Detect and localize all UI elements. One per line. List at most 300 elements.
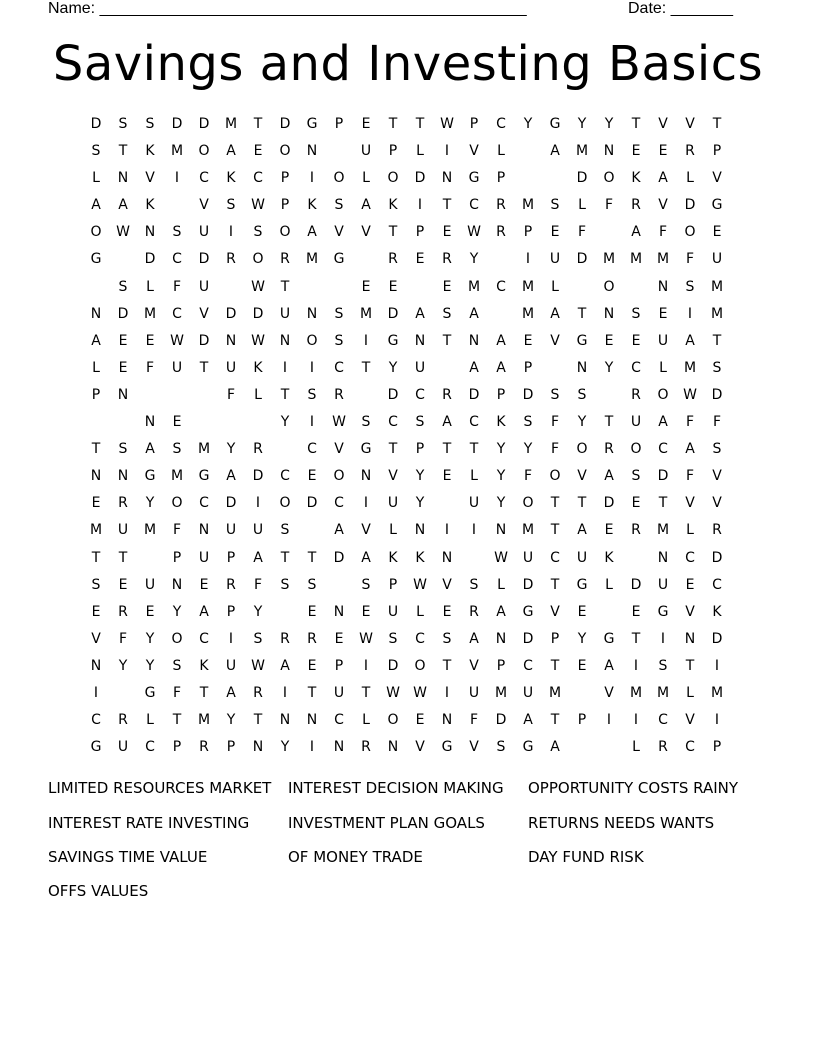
grid-letter[interactable]: A: [496, 603, 506, 620]
grid-letter[interactable]: O: [252, 251, 264, 268]
grid-letter[interactable]: R: [118, 712, 128, 729]
grid-letter[interactable]: F: [118, 630, 128, 647]
grid-letter[interactable]: T: [361, 684, 371, 701]
grid-letter[interactable]: N: [657, 278, 669, 295]
grid-letter[interactable]: S: [334, 332, 344, 349]
grid-letter[interactable]: A: [226, 468, 236, 485]
grid-letter[interactable]: S: [91, 143, 101, 160]
grid-letter[interactable]: A: [577, 522, 587, 539]
grid-letter[interactable]: A: [280, 657, 290, 674]
grid-letter[interactable]: V: [199, 197, 209, 214]
grid-letter[interactable]: F: [577, 224, 587, 241]
grid-letter[interactable]: P: [523, 224, 533, 241]
grid-letter[interactable]: T: [658, 495, 668, 512]
grid-letter[interactable]: U: [198, 224, 210, 241]
grid-letter[interactable]: C: [334, 495, 344, 512]
grid-letter[interactable]: F: [226, 386, 236, 403]
grid-letter[interactable]: D: [468, 386, 480, 403]
grid-letter[interactable]: M: [629, 251, 643, 268]
grid-letter[interactable]: L: [362, 712, 370, 729]
grid-letter[interactable]: D: [171, 116, 183, 132]
grid-letter[interactable]: G: [144, 468, 156, 485]
grid-letter[interactable]: V: [361, 522, 371, 539]
grid-letter[interactable]: M: [710, 305, 724, 322]
grid-letter[interactable]: U: [333, 684, 345, 701]
grid-letter[interactable]: D: [225, 305, 237, 322]
grid-letter[interactable]: K: [388, 549, 398, 566]
grid-letter[interactable]: K: [604, 549, 614, 566]
grid-letter[interactable]: I: [309, 359, 315, 376]
grid-letter[interactable]: M: [710, 684, 724, 701]
grid-letter[interactable]: I: [687, 305, 693, 322]
grid-letter[interactable]: E: [361, 603, 371, 620]
grid-letter[interactable]: A: [496, 332, 506, 349]
grid-letter[interactable]: D: [522, 576, 534, 593]
grid-letter[interactable]: P: [415, 441, 425, 458]
grid-letter[interactable]: A: [550, 143, 560, 160]
grid-letter[interactable]: M: [89, 522, 103, 539]
grid-letter[interactable]: V: [550, 332, 560, 349]
grid-letter[interactable]: G: [657, 603, 669, 620]
grid-letter[interactable]: M: [305, 251, 319, 268]
grid-letter[interactable]: D: [522, 630, 534, 647]
grid-letter[interactable]: D: [198, 332, 210, 349]
grid-letter[interactable]: C: [91, 712, 101, 729]
grid-letter[interactable]: E: [442, 224, 452, 241]
grid-letter[interactable]: V: [388, 468, 398, 485]
grid-letter[interactable]: G: [603, 630, 615, 647]
grid-letter[interactable]: E: [712, 224, 722, 241]
grid-letter[interactable]: D: [657, 468, 669, 485]
grid-letter[interactable]: W: [683, 386, 697, 403]
grid-letter[interactable]: N: [495, 522, 507, 539]
grid-letter[interactable]: V: [550, 603, 560, 620]
grid-letter[interactable]: I: [444, 684, 450, 701]
grid-letter[interactable]: A: [469, 359, 479, 376]
grid-letter[interactable]: S: [577, 386, 587, 403]
grid-letter[interactable]: E: [307, 468, 317, 485]
grid-letter[interactable]: D: [414, 170, 426, 187]
grid-letter[interactable]: C: [496, 116, 506, 132]
grid-letter[interactable]: E: [631, 332, 641, 349]
grid-letter[interactable]: R: [631, 197, 641, 214]
grid-letter[interactable]: U: [522, 549, 534, 566]
grid-letter[interactable]: V: [91, 630, 101, 647]
grid-letter[interactable]: P: [334, 116, 344, 132]
grid-letter[interactable]: R: [388, 251, 398, 268]
grid-letter[interactable]: F: [523, 468, 533, 485]
grid-letter[interactable]: S: [442, 630, 452, 647]
grid-letter[interactable]: R: [226, 251, 236, 268]
grid-letter[interactable]: O: [603, 278, 615, 295]
grid-letter[interactable]: I: [174, 170, 180, 187]
grid-letter[interactable]: U: [198, 278, 210, 295]
grid-letter[interactable]: Y: [280, 739, 290, 756]
grid-letter[interactable]: E: [307, 603, 317, 620]
grid-letter[interactable]: N: [198, 522, 210, 539]
grid-letter[interactable]: I: [363, 332, 369, 349]
grid-letter[interactable]: O: [279, 224, 291, 241]
grid-letter[interactable]: L: [146, 278, 154, 295]
grid-letter[interactable]: Y: [415, 495, 425, 512]
grid-letter[interactable]: I: [606, 712, 612, 729]
grid-letter[interactable]: U: [252, 522, 264, 539]
grid-letter[interactable]: E: [91, 495, 101, 512]
grid-letter[interactable]: K: [145, 197, 155, 214]
grid-letter[interactable]: S: [631, 305, 641, 322]
grid-letter[interactable]: N: [441, 712, 453, 729]
grid-letter[interactable]: P: [226, 549, 236, 566]
grid-letter[interactable]: A: [469, 305, 479, 322]
grid-letter[interactable]: G: [549, 116, 561, 132]
grid-letter[interactable]: U: [387, 495, 399, 512]
grid-letter[interactable]: G: [468, 170, 480, 187]
grid-letter[interactable]: F: [172, 522, 182, 539]
grid-letter[interactable]: L: [686, 522, 694, 539]
grid-letter[interactable]: S: [658, 657, 668, 674]
grid-letter[interactable]: O: [684, 224, 696, 241]
grid-letter[interactable]: A: [604, 657, 614, 674]
grid-letter[interactable]: K: [415, 549, 425, 566]
grid-letter[interactable]: R: [307, 630, 317, 647]
grid-letter[interactable]: M: [224, 116, 238, 132]
grid-letter[interactable]: L: [497, 143, 505, 160]
grid-letter[interactable]: P: [280, 170, 290, 187]
grid-letter[interactable]: S: [550, 386, 560, 403]
grid-letter[interactable]: M: [629, 684, 643, 701]
grid-letter[interactable]: U: [279, 305, 291, 322]
grid-letter[interactable]: S: [442, 305, 452, 322]
grid-letter[interactable]: K: [145, 143, 155, 160]
grid-letter[interactable]: C: [388, 414, 398, 431]
grid-letter[interactable]: N: [441, 170, 453, 187]
grid-letter[interactable]: L: [389, 522, 397, 539]
grid-letter[interactable]: D: [387, 657, 399, 674]
grid-letter[interactable]: Y: [577, 414, 587, 431]
grid-letter[interactable]: P: [388, 143, 398, 160]
grid-letter[interactable]: T: [118, 143, 128, 160]
grid-letter[interactable]: P: [334, 657, 344, 674]
grid-letter[interactable]: U: [225, 359, 237, 376]
grid-letter[interactable]: T: [550, 495, 560, 512]
grid-letter[interactable]: P: [550, 630, 560, 647]
grid-letter[interactable]: D: [495, 712, 507, 729]
grid-letter[interactable]: E: [631, 495, 641, 512]
grid-letter[interactable]: W: [251, 332, 265, 349]
grid-letter[interactable]: A: [469, 630, 479, 647]
grid-letter[interactable]: S: [388, 630, 398, 647]
grid-letter[interactable]: T: [307, 684, 317, 701]
grid-letter[interactable]: L: [254, 386, 262, 403]
grid-letter[interactable]: S: [253, 224, 263, 241]
grid-letter[interactable]: U: [414, 359, 426, 376]
grid-letter[interactable]: A: [253, 549, 263, 566]
grid-letter[interactable]: S: [172, 657, 182, 674]
grid-letter[interactable]: S: [361, 414, 371, 431]
grid-letter[interactable]: V: [658, 116, 668, 132]
grid-letter[interactable]: P: [172, 549, 182, 566]
grid-letter[interactable]: E: [685, 576, 695, 593]
grid-letter[interactable]: T: [712, 332, 722, 349]
grid-letter[interactable]: F: [550, 441, 560, 458]
grid-letter[interactable]: W: [440, 116, 454, 132]
grid-letter[interactable]: C: [334, 712, 344, 729]
grid-letter[interactable]: K: [388, 197, 398, 214]
grid-letter[interactable]: N: [306, 143, 318, 160]
grid-letter[interactable]: F: [658, 224, 668, 241]
grid-letter[interactable]: D: [684, 197, 696, 214]
grid-letter[interactable]: O: [279, 143, 291, 160]
grid-letter[interactable]: N: [603, 305, 615, 322]
grid-letter[interactable]: Y: [172, 603, 182, 620]
grid-letter[interactable]: A: [415, 305, 425, 322]
grid-letter[interactable]: R: [496, 197, 506, 214]
grid-letter[interactable]: S: [712, 441, 722, 458]
grid-letter[interactable]: C: [658, 712, 668, 729]
grid-letter[interactable]: S: [280, 522, 290, 539]
grid-letter[interactable]: K: [226, 170, 236, 187]
grid-letter[interactable]: I: [633, 712, 639, 729]
grid-letter[interactable]: L: [416, 603, 424, 620]
grid-letter[interactable]: T: [388, 441, 398, 458]
grid-letter[interactable]: V: [442, 576, 452, 593]
grid-letter[interactable]: C: [685, 739, 695, 756]
grid-letter[interactable]: M: [143, 522, 157, 539]
grid-letter[interactable]: L: [416, 143, 424, 160]
grid-letter[interactable]: T: [550, 712, 560, 729]
grid-letter[interactable]: E: [442, 468, 452, 485]
grid-letter[interactable]: A: [145, 441, 155, 458]
grid-letter[interactable]: T: [415, 116, 425, 132]
grid-letter[interactable]: U: [144, 576, 156, 593]
grid-letter[interactable]: I: [363, 657, 369, 674]
grid-letter[interactable]: Y: [253, 603, 263, 620]
grid-letter[interactable]: A: [523, 712, 533, 729]
grid-letter[interactable]: I: [363, 495, 369, 512]
grid-letter[interactable]: S: [469, 576, 479, 593]
grid-letter[interactable]: V: [712, 495, 722, 512]
grid-letter[interactable]: A: [442, 414, 452, 431]
grid-letter[interactable]: E: [172, 414, 182, 431]
grid-letter[interactable]: F: [685, 468, 695, 485]
grid-letter[interactable]: Y: [496, 441, 506, 458]
grid-letter[interactable]: T: [253, 712, 263, 729]
grid-letter[interactable]: S: [550, 197, 560, 214]
grid-letter[interactable]: N: [576, 359, 588, 376]
grid-letter[interactable]: V: [577, 468, 587, 485]
grid-letter[interactable]: C: [469, 197, 479, 214]
grid-letter[interactable]: D: [387, 386, 399, 403]
grid-letter[interactable]: C: [712, 576, 722, 593]
grid-letter[interactable]: F: [145, 359, 155, 376]
grid-letter[interactable]: A: [226, 684, 236, 701]
grid-letter[interactable]: D: [117, 305, 129, 322]
grid-letter[interactable]: O: [549, 468, 561, 485]
grid-letter[interactable]: S: [334, 197, 344, 214]
grid-letter[interactable]: I: [282, 359, 288, 376]
grid-letter[interactable]: A: [631, 224, 641, 241]
grid-letter[interactable]: T: [604, 414, 614, 431]
grid-letter[interactable]: C: [199, 630, 209, 647]
grid-letter[interactable]: Y: [118, 657, 128, 674]
grid-letter[interactable]: U: [657, 576, 669, 593]
grid-letter[interactable]: V: [712, 468, 722, 485]
grid-letter[interactable]: P: [712, 739, 722, 756]
grid-letter[interactable]: W: [170, 332, 184, 349]
grid-letter[interactable]: V: [361, 224, 371, 241]
grid-letter[interactable]: L: [497, 576, 505, 593]
grid-letter[interactable]: D: [576, 170, 588, 187]
grid-letter[interactable]: U: [549, 251, 561, 268]
grid-letter[interactable]: O: [576, 441, 588, 458]
grid-letter[interactable]: S: [685, 278, 695, 295]
grid-letter[interactable]: D: [279, 116, 291, 132]
grid-letter[interactable]: U: [225, 657, 237, 674]
grid-letter[interactable]: O: [630, 441, 642, 458]
grid-letter[interactable]: I: [93, 684, 99, 701]
grid-letter[interactable]: T: [577, 495, 587, 512]
grid-letter[interactable]: M: [170, 468, 184, 485]
grid-letter[interactable]: E: [415, 251, 425, 268]
grid-letter[interactable]: R: [469, 603, 479, 620]
grid-letter[interactable]: Y: [523, 441, 533, 458]
grid-letter[interactable]: P: [91, 386, 101, 403]
grid-letter[interactable]: N: [387, 739, 399, 756]
grid-letter[interactable]: O: [90, 224, 102, 241]
grid-letter[interactable]: S: [523, 414, 533, 431]
grid-letter[interactable]: I: [309, 739, 315, 756]
grid-letter[interactable]: P: [226, 603, 236, 620]
grid-letter[interactable]: D: [711, 630, 723, 647]
grid-letter[interactable]: D: [333, 549, 345, 566]
grid-letter[interactable]: C: [280, 468, 290, 485]
grid-letter[interactable]: E: [118, 332, 128, 349]
grid-letter[interactable]: N: [117, 468, 129, 485]
grid-letter[interactable]: A: [118, 197, 128, 214]
grid-letter[interactable]: C: [685, 549, 695, 566]
grid-letter[interactable]: N: [117, 386, 129, 403]
grid-letter[interactable]: O: [171, 630, 183, 647]
grid-letter[interactable]: Y: [577, 116, 587, 132]
grid-letter[interactable]: S: [253, 630, 263, 647]
grid-letter[interactable]: U: [468, 495, 480, 512]
grid-letter[interactable]: N: [333, 739, 345, 756]
grid-letter[interactable]: T: [280, 549, 290, 566]
grid-letter[interactable]: C: [550, 549, 560, 566]
grid-letter[interactable]: T: [199, 684, 209, 701]
grid-letter[interactable]: T: [712, 116, 722, 132]
grid-letter[interactable]: V: [469, 739, 479, 756]
grid-letter[interactable]: E: [577, 657, 587, 674]
grid-letter[interactable]: U: [630, 414, 642, 431]
grid-letter[interactable]: E: [658, 305, 668, 322]
grid-letter[interactable]: N: [279, 332, 291, 349]
grid-letter[interactable]: L: [686, 684, 694, 701]
grid-letter[interactable]: E: [361, 278, 371, 295]
grid-letter[interactable]: Y: [415, 468, 425, 485]
grid-letter[interactable]: W: [467, 224, 481, 241]
grid-letter[interactable]: N: [144, 414, 156, 431]
grid-letter[interactable]: T: [442, 197, 452, 214]
grid-letter[interactable]: V: [685, 495, 695, 512]
grid-letter[interactable]: N: [306, 305, 318, 322]
grid-letter[interactable]: T: [577, 305, 587, 322]
grid-letter[interactable]: D: [90, 116, 102, 132]
grid-letter[interactable]: N: [306, 712, 318, 729]
grid-letter[interactable]: N: [279, 712, 291, 729]
grid-letter[interactable]: U: [387, 603, 399, 620]
grid-letter[interactable]: T: [91, 549, 101, 566]
grid-letter[interactable]: C: [172, 251, 182, 268]
grid-letter[interactable]: S: [361, 576, 371, 593]
grid-letter[interactable]: L: [659, 359, 667, 376]
grid-letter[interactable]: V: [685, 603, 695, 620]
grid-letter[interactable]: I: [417, 197, 423, 214]
grid-letter[interactable]: K: [631, 170, 641, 187]
grid-letter[interactable]: D: [225, 495, 237, 512]
grid-letter[interactable]: A: [334, 522, 344, 539]
grid-letter[interactable]: R: [280, 251, 290, 268]
grid-letter[interactable]: G: [522, 739, 534, 756]
grid-letter[interactable]: I: [714, 712, 720, 729]
grid-letter[interactable]: E: [658, 143, 668, 160]
grid-letter[interactable]: M: [521, 278, 535, 295]
grid-letter[interactable]: C: [253, 170, 263, 187]
grid-letter[interactable]: G: [360, 441, 372, 458]
grid-letter[interactable]: W: [251, 197, 265, 214]
grid-letter[interactable]: N: [90, 657, 102, 674]
grid-letter[interactable]: S: [145, 116, 155, 132]
grid-letter[interactable]: R: [253, 441, 263, 458]
grid-letter[interactable]: I: [282, 684, 288, 701]
grid-letter[interactable]: A: [550, 305, 560, 322]
grid-letter[interactable]: U: [468, 684, 480, 701]
grid-letter[interactable]: Y: [388, 359, 398, 376]
grid-letter[interactable]: Y: [577, 630, 587, 647]
grid-letter[interactable]: K: [307, 197, 317, 214]
grid-letter[interactable]: U: [117, 522, 129, 539]
grid-letter[interactable]: A: [685, 441, 695, 458]
grid-letter[interactable]: T: [388, 116, 398, 132]
grid-letter[interactable]: P: [172, 739, 182, 756]
grid-letter[interactable]: M: [683, 359, 697, 376]
grid-letter[interactable]: S: [712, 359, 722, 376]
grid-letter[interactable]: P: [523, 359, 533, 376]
grid-letter[interactable]: M: [521, 305, 535, 322]
grid-letter[interactable]: N: [603, 143, 615, 160]
grid-letter[interactable]: A: [604, 468, 614, 485]
grid-letter[interactable]: G: [522, 603, 534, 620]
grid-letter[interactable]: L: [686, 170, 694, 187]
grid-letter[interactable]: O: [306, 332, 318, 349]
grid-letter[interactable]: N: [144, 224, 156, 241]
grid-letter[interactable]: K: [712, 603, 722, 620]
grid-letter[interactable]: W: [359, 630, 373, 647]
grid-letter[interactable]: V: [199, 305, 209, 322]
grid-letter[interactable]: I: [309, 414, 315, 431]
grid-letter[interactable]: U: [198, 549, 210, 566]
grid-letter[interactable]: R: [496, 224, 506, 241]
grid-letter[interactable]: W: [251, 278, 265, 295]
grid-letter[interactable]: R: [334, 386, 344, 403]
grid-letter[interactable]: T: [280, 278, 290, 295]
grid-letter[interactable]: O: [171, 495, 183, 512]
grid-letter[interactable]: O: [279, 495, 291, 512]
grid-letter[interactable]: M: [494, 684, 508, 701]
grid-letter[interactable]: F: [172, 278, 182, 295]
grid-letter[interactable]: R: [685, 143, 695, 160]
grid-letter[interactable]: T: [442, 332, 452, 349]
